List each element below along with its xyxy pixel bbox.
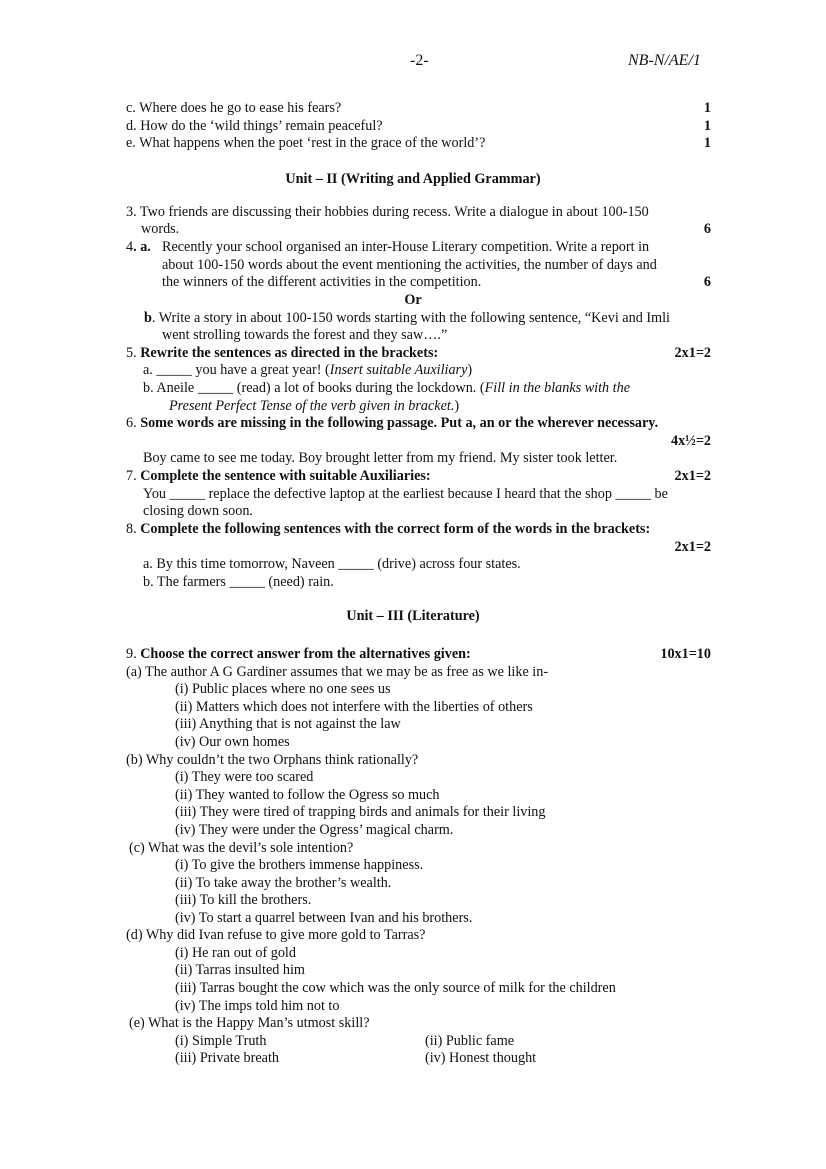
question-7-line2: closing down soon. <box>143 503 253 519</box>
mcq-a-stem: (a) The author A G Gardiner assumes that we may be as free as we like in- <box>126 664 549 680</box>
mcq-a-option-4: (iv) Our own homes <box>175 734 290 750</box>
mcq-d-option-3: (iii) Tarras bought the cow which was the only source of milk for the children <box>175 980 616 996</box>
mcq-b-option-4: (iv) They were under the Ogress’ magical charm. <box>175 822 454 838</box>
marks-1c: 1 <box>703 100 711 116</box>
question-5b-note2: Present Perfect Tense of the verb given in bracket. <box>169 398 455 414</box>
marks-7: 2x1=2 <box>674 468 711 484</box>
mcq-e-stem: (e) What is the Happy Man’s utmost skill? <box>129 1015 370 1031</box>
question-4b-line2: went strolling towards the forest and they saw….” <box>162 327 448 343</box>
mcq-e-option-2: (ii) Public fame <box>425 1033 515 1049</box>
mcq-d-option-2: (ii) Tarras insulted him <box>175 962 305 978</box>
mcq-a-option-2: (ii) Matters which does not interfere with the liberties of others <box>175 699 533 715</box>
question-4a-letter: . a. <box>133 239 151 255</box>
mcq-e-option-4: (iv) Honest thought <box>425 1050 537 1066</box>
question-7-instruction: Complete the sentence with suitable Auxiliaries: <box>140 468 431 484</box>
mcq-b-option-3: (iii) They were tired of trapping birds and animals for their living <box>175 804 546 820</box>
question-1e: e. What happens when the poet ‘rest in the grace of the world’? <box>126 135 486 151</box>
question-7-line1: You _____ replace the defective laptop at the earliest because I heard that the shop _____ be <box>143 486 668 502</box>
mcq-e-option-3: (iii) Private breath <box>175 1050 280 1066</box>
question-5b-line2 <box>169 398 459 415</box>
mcq-b-stem: (b) Why couldn’t the two Orphans think rationally? <box>126 752 419 768</box>
mcq-d-stem: (d) Why did Ivan refuse to give more gold to Tarras? <box>126 927 426 943</box>
question-5a-note: Insert suitable Auxiliary <box>329 362 468 378</box>
question-5a-end: ) <box>467 362 473 378</box>
question-7-number: 7. <box>126 468 137 484</box>
question-1d: d. How do the ‘wild things’ remain peaceful? <box>126 118 383 134</box>
question-3-line2: words. <box>141 221 180 237</box>
marks-5: 2x1=2 <box>674 345 711 361</box>
question-6-passage: Boy came to see me today. Boy brought letter from my friend. My sister took letter. <box>143 450 618 466</box>
question-8a: a. By this time tomorrow, Naveen _____ (drive) across four states. <box>143 556 521 572</box>
question-7 <box>126 468 431 485</box>
question-6-instruction: Some words are missing in the following passage. Put a, an or the wherever necessary. <box>140 415 659 431</box>
question-4a-line2: about 100-150 words about the event mentioning the activities, the number of days and <box>162 257 657 273</box>
marks-4: 6 <box>703 274 711 290</box>
question-8-instruction: Complete the following sentences with the correct form of the words in the brackets: <box>140 521 651 537</box>
unit2-heading: Unit – II (Writing and Applied Grammar) <box>285 171 541 187</box>
question-5b-text: b. Aneile _____ (read) a lot of books during the lockdown. ( <box>143 380 485 396</box>
mcq-c-option-1: (i) To give the brothers immense happiness. <box>175 857 424 873</box>
mcq-d-option-1: (i) He ran out of gold <box>175 945 296 961</box>
question-3-line1: 3. Two friends are discussing their hobbies during recess. Write a dialogue in about 100-150 <box>126 204 649 220</box>
question-6-number: 6. <box>126 415 137 431</box>
question-5a <box>143 362 472 379</box>
mcq-b-option-1: (i) They were too scared <box>175 769 314 785</box>
mcq-b-option-2: (ii) They wanted to follow the Ogress so much <box>175 787 440 803</box>
unit3-heading: Unit – III (Literature) <box>346 608 480 624</box>
question-4a-label <box>126 239 151 256</box>
mcq-c-option-2: (ii) To take away the brother’s wealth. <box>175 875 392 891</box>
question-5b-end: ) <box>454 398 460 414</box>
mcq-c-stem: (c) What was the devil’s sole intention? <box>129 840 354 856</box>
mcq-a-option-1: (i) Public places where no one sees us <box>175 681 391 697</box>
question-5 <box>126 345 438 362</box>
mcq-c-option-3: (iii) To kill the brothers. <box>175 892 312 908</box>
question-5b <box>143 380 630 397</box>
question-5-number: 5. <box>126 345 137 361</box>
marks-3: 6 <box>703 221 711 237</box>
marks-1e: 1 <box>703 135 711 151</box>
question-5-instruction: Rewrite the sentences as directed in the brackets: <box>140 345 439 361</box>
or-divider: Or <box>404 292 422 308</box>
question-6 <box>126 415 658 432</box>
marks-9: 10x1=10 <box>660 646 711 662</box>
question-4-number: 4 <box>126 239 134 255</box>
question-8-number: 8. <box>126 521 137 537</box>
question-8b: b. The farmers _____ (need) rain. <box>143 574 334 590</box>
question-4b-letter: b <box>144 310 152 326</box>
question-9 <box>126 646 471 663</box>
page-number: -2- <box>410 52 429 69</box>
question-4a-line3: the winners of the different activities in the competition. <box>162 274 482 290</box>
question-5a-text: a. _____ you have a great year! ( <box>143 362 330 378</box>
question-8 <box>126 521 650 538</box>
mcq-d-option-4: (iv) The imps told him not to <box>175 998 340 1014</box>
mcq-a-option-3: (iii) Anything that is not against the law <box>175 716 401 732</box>
marks-8: 2x1=2 <box>674 539 711 555</box>
question-4b-text: . Write a story in about 100-150 words starting with the following sentence, “Kevi and Imli <box>151 310 670 326</box>
marks-6: 4x½=2 <box>670 433 711 449</box>
question-9-instruction: Choose the correct answer from the alternatives given: <box>140 646 471 662</box>
question-1c: c. Where does he go to ease his fears? <box>126 100 342 116</box>
question-9-number: 9. <box>126 646 137 662</box>
paper-code: NB-N/AE/1 <box>628 52 701 69</box>
marks-1d: 1 <box>703 118 711 134</box>
question-4a-line1: Recently your school organised an inter-House Literary competition. Write a report in <box>162 239 650 255</box>
mcq-c-option-4: (iv) To start a quarrel between Ivan and his brothers. <box>175 910 473 926</box>
question-5b-note: Fill in the blanks with the <box>484 380 631 396</box>
question-4b-line1 <box>144 310 670 327</box>
mcq-e-option-1: (i) Simple Truth <box>175 1033 267 1049</box>
